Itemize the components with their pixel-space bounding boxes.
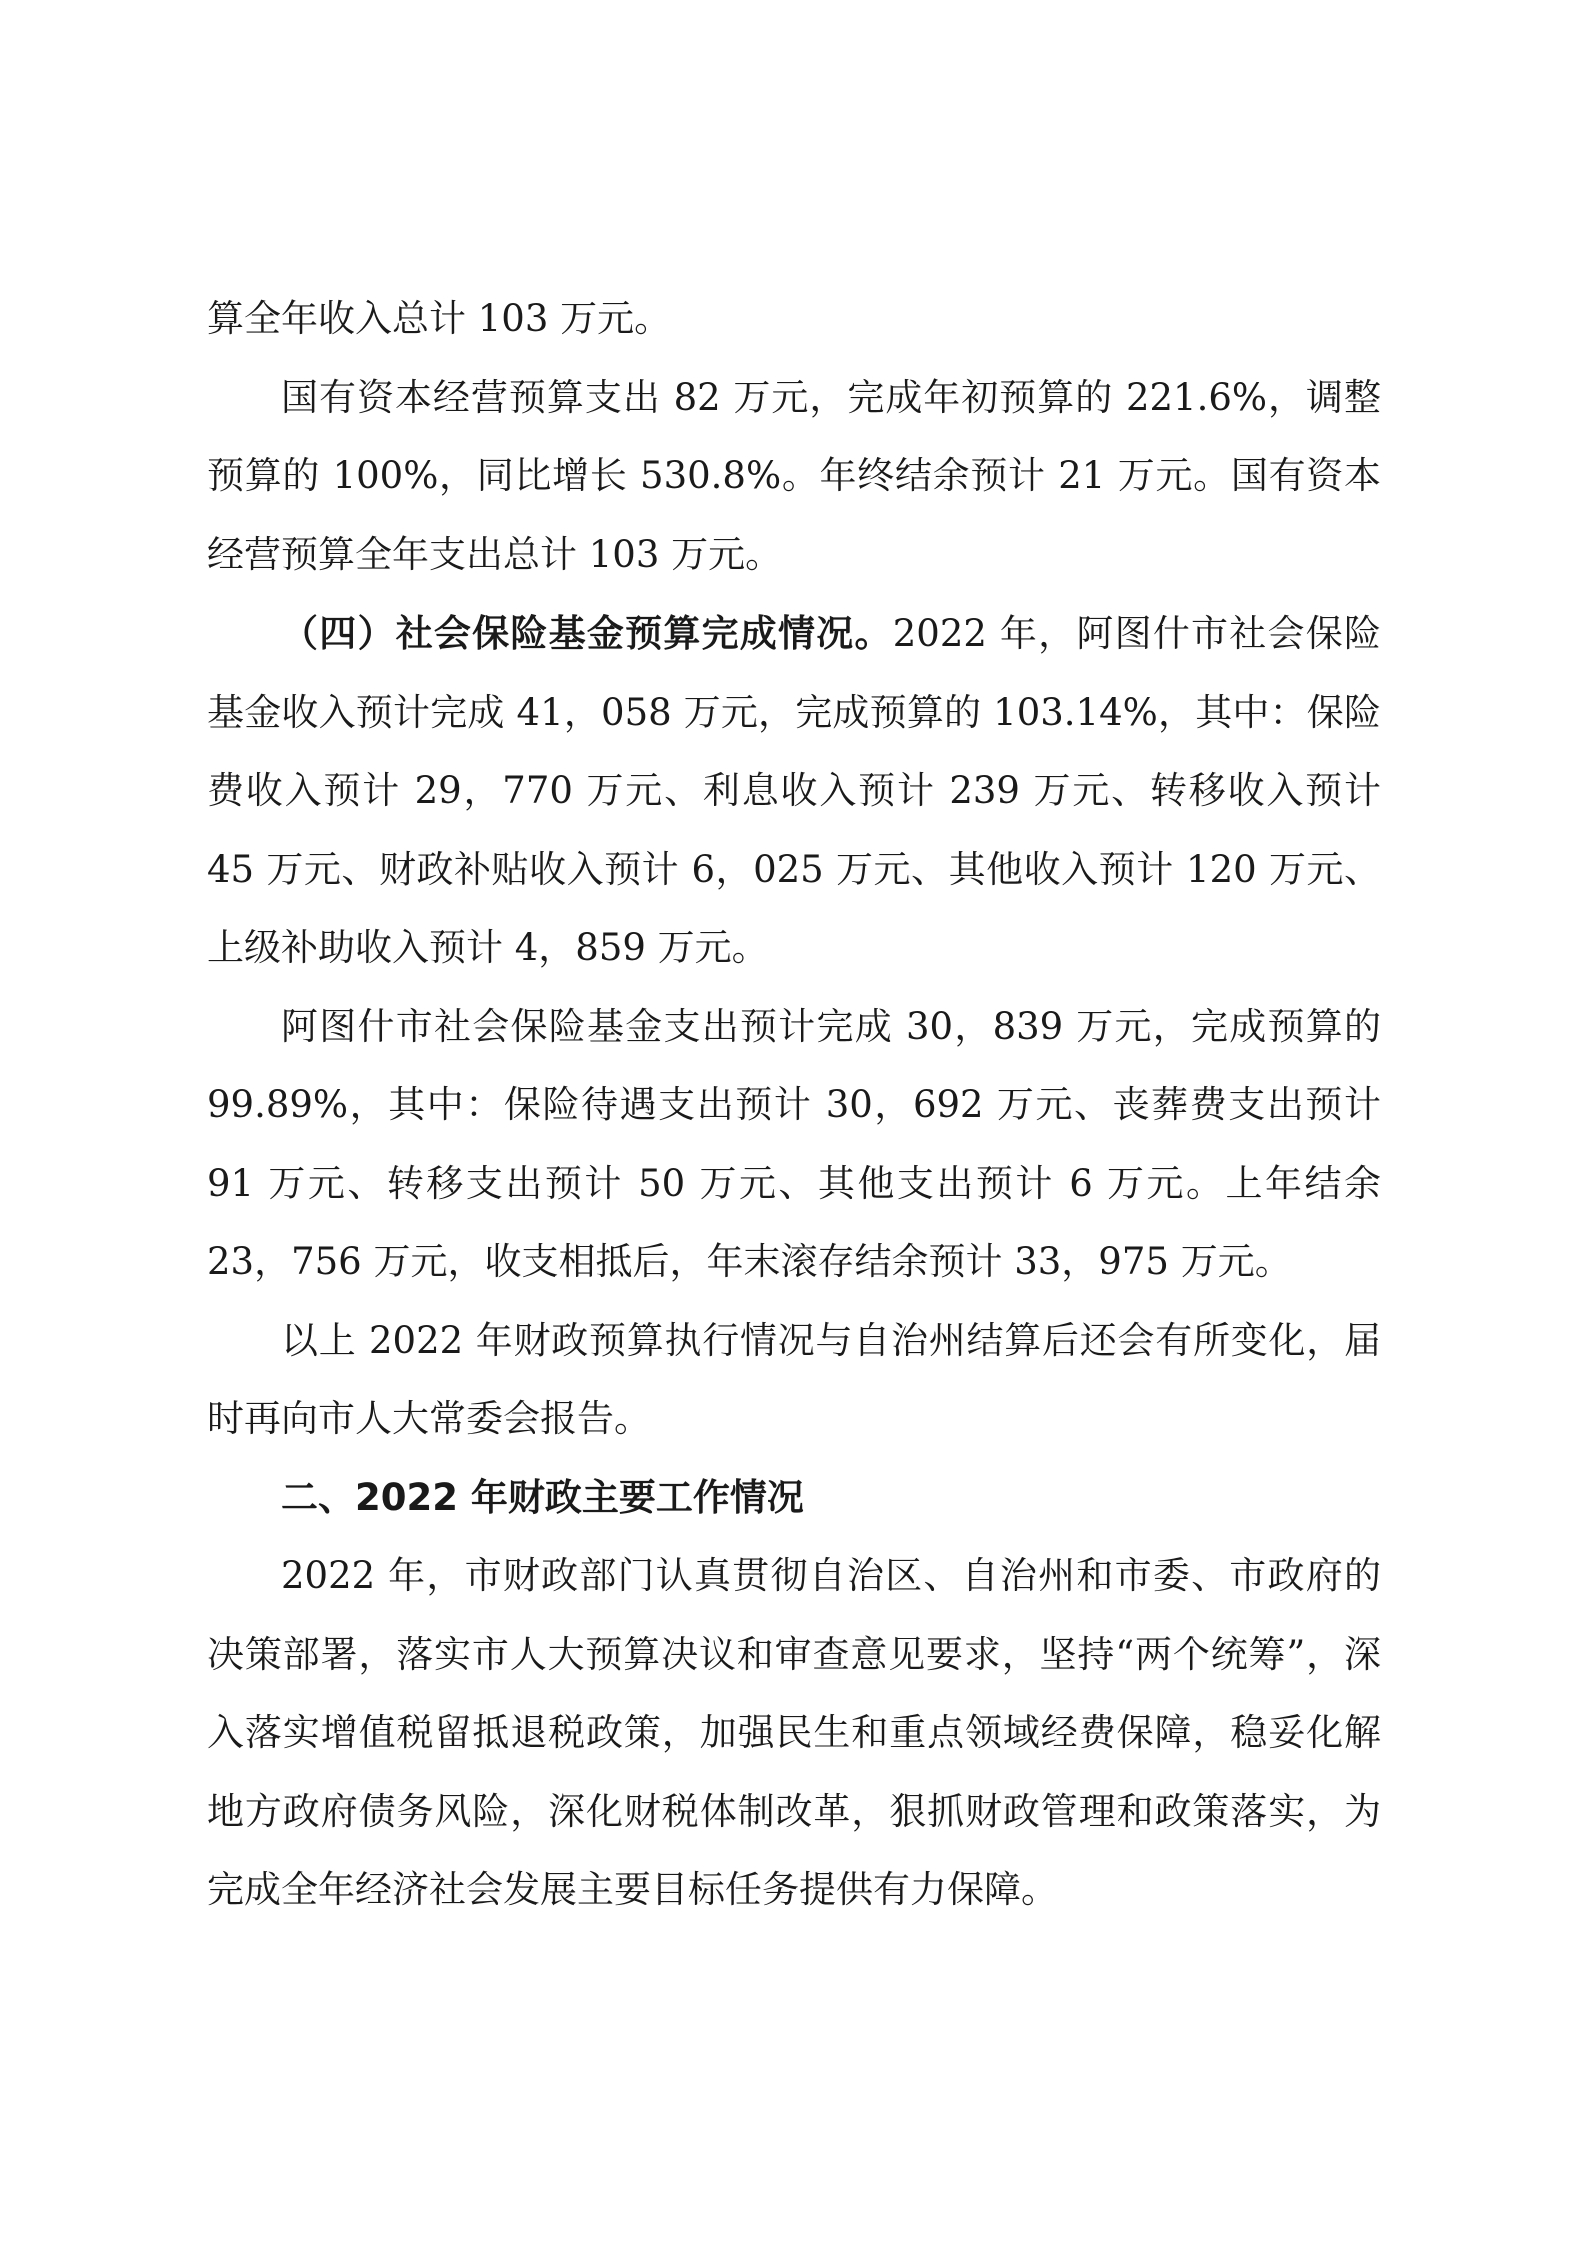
document-body bbox=[207, 280, 1381, 1930]
paragraph-text: 2022 年，阿图什市社会保险基金收入预计完成 41，058 万元，完成预算的 103.14%，其中：保险费收入预计 29，770 万元、利息收入预计 239 万元、转移收入预计 45 万元、财政补贴收入预计 6，025 万元、其他收入预计 120 万元、上级补助收入预计 4，859 万元。 bbox=[207, 612, 1381, 969]
paragraph-social-insurance-expenditure bbox=[207, 988, 1381, 1302]
paragraph-text: 以上 2022 年财政预算执行情况与自治州结算后还会有所变化，届时再向市人大常委会报告。 bbox=[207, 1318, 1381, 1440]
paragraph-settlement-note bbox=[207, 1302, 1381, 1459]
paragraph-work-summary bbox=[207, 1537, 1381, 1930]
paragraph-lead-heading: （四）社会保险基金预算完成情况。 bbox=[281, 611, 893, 655]
paragraph-text: 阿图什市社会保险基金支出预计完成 30，839 万元，完成预算的 99.89%，其中：保险待遇支出预计 30，692 万元、丧葬费支出预计 91 万元、转移支出预计 50 万元、其他支出预计 6 万元。上年结余 23，756 万元，收支相抵后，年末滚存结余预计 33，975 万元。 bbox=[207, 1004, 1381, 1283]
paragraph-text: 2022 年，市财政部门认真贯彻自治区、自治州和市委、市政府的决策部署，落实市人大预算决议和审查意见要求，坚持“两个统筹”，深入落实增值税留抵退税政策，加强民生和重点领域经费保障，稳妥化解地方政府债务风险，深化财税体制改革，狠抓财政管理和政策落实，为完成全年经济社会发展主要目标任务提供有力保障。 bbox=[207, 1554, 1381, 1911]
paragraph-continued-revenue-total bbox=[207, 280, 1381, 359]
paragraph-social-insurance-revenue bbox=[207, 594, 1381, 988]
section-heading-main-work: 二、2022 年财政主要工作情况 bbox=[281, 1475, 804, 1519]
paragraph-state-capital-expenditure bbox=[207, 359, 1381, 595]
paragraph-text: 算全年收入总计 103 万元。 bbox=[207, 297, 672, 340]
paragraph-text: 国有资本经营预算支出 82 万元，完成年初预算的 221.6%，调整预算的 100%，同比增长 530.8%。年终结余预计 21 万元。国有资本经营预算全年支出总计 103 万元。 bbox=[207, 375, 1381, 576]
